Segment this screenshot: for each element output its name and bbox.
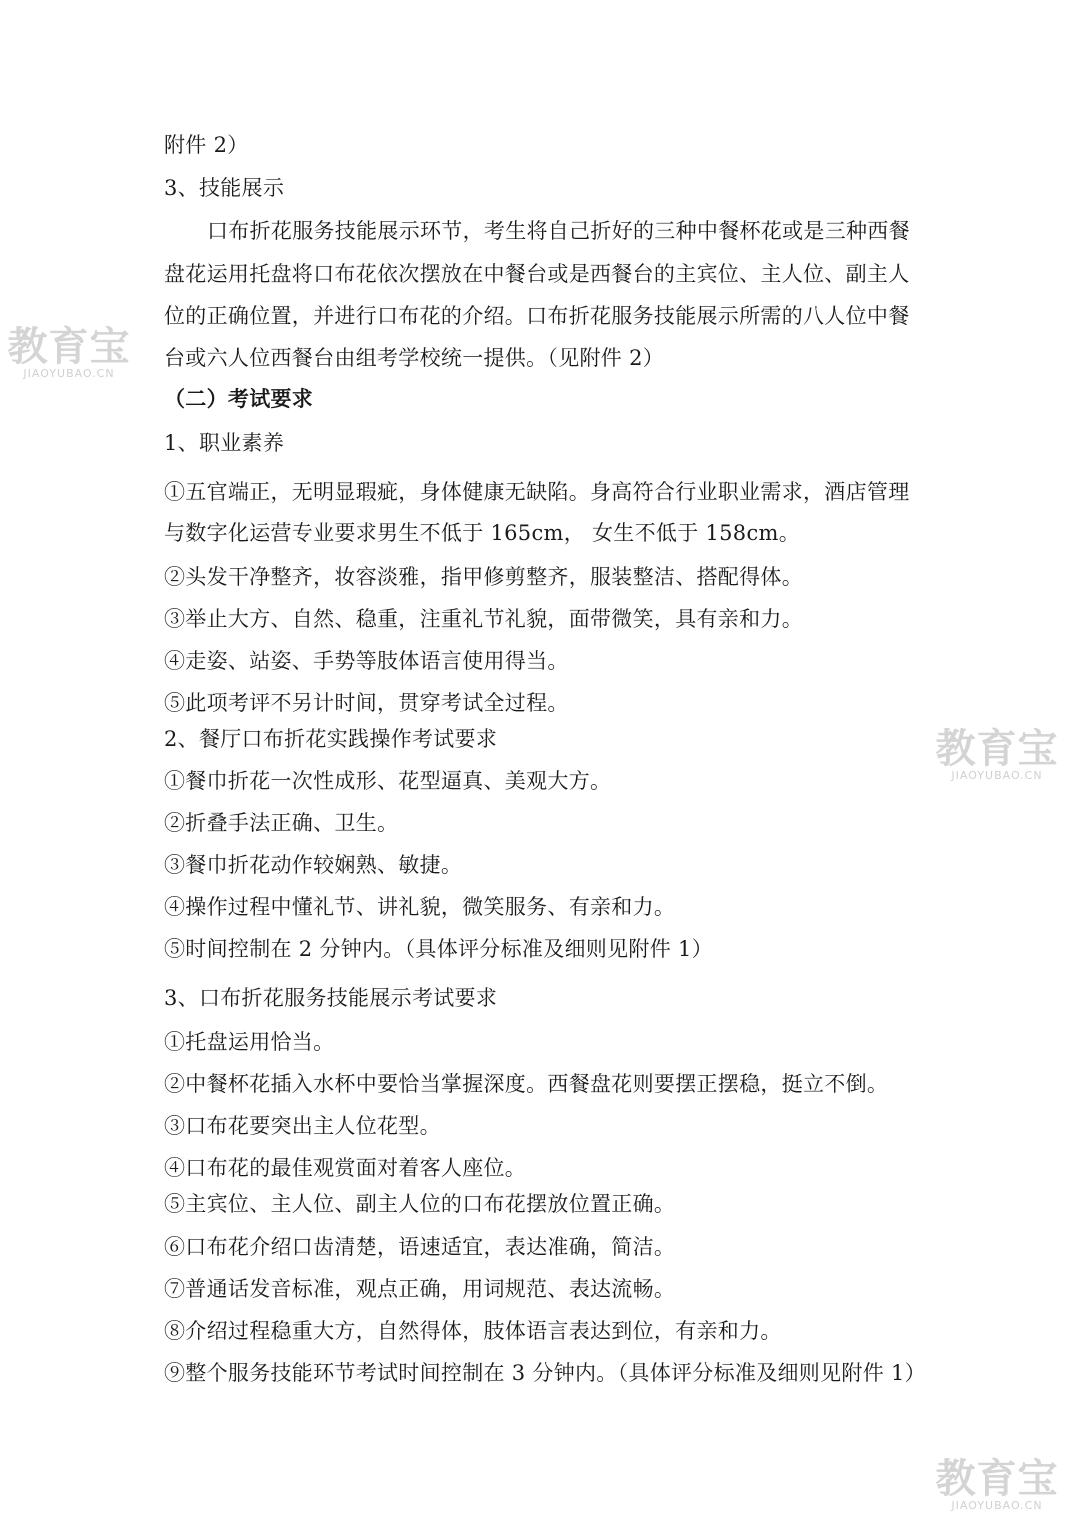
watermark bbox=[6, 326, 132, 380]
section-heading: 3、技能展示 bbox=[164, 176, 285, 200]
text-line: ③餐巾折花动作较娴熟、敏捷。 bbox=[164, 853, 463, 877]
text-line: 口布折花服务技能展示环节，考生将自己折好的三种中餐杯花或是三种西餐 bbox=[207, 219, 910, 243]
text-line: ①五官端正，无明显瑕疵，身体健康无缺陷。身高符合行业职业需求，酒店管理 bbox=[164, 480, 910, 504]
text-line: 附件 2） bbox=[164, 133, 249, 157]
text-line: ⑤时间控制在 2 分钟内。（具体评分标准及细则见附件 1） bbox=[164, 937, 713, 961]
text-line: 台或六人位西餐台由组考学校统一提供。（见附件 2） bbox=[164, 346, 665, 370]
text-line: ⑤此项考评不另计时间，贯穿考试全过程。 bbox=[164, 691, 569, 715]
section-heading: （二）考试要求 bbox=[164, 386, 314, 411]
text-line: 盘花运用托盘将口布花依次摆放在中餐台或是西餐台的主宾位、主人位、副主人 bbox=[164, 262, 910, 286]
text-line: ④操作过程中懂礼节、讲礼貌，微笑服务、有亲和力。 bbox=[164, 895, 676, 919]
text-line: 位的正确位置，并进行口布花的介绍。口布折花服务技能展示所需的八人位中餐 bbox=[164, 304, 910, 328]
section-heading: 3、口布折花服务技能展示考试要求 bbox=[164, 986, 498, 1010]
watermark-url: JIAOYUBAO.CN bbox=[23, 367, 115, 380]
section-heading: 1、职业素养 bbox=[164, 431, 285, 455]
watermark bbox=[934, 728, 1060, 782]
watermark-url: JIAOYUBAO.CN bbox=[951, 1499, 1043, 1512]
text-line: ②头发干净整齐，妆容淡雅，指甲修剪整齐，服装整洁、搭配得体。 bbox=[164, 565, 803, 589]
text-line: ③举止大方、自然、稳重，注重礼节礼貌，面带微笑，具有亲和力。 bbox=[164, 607, 803, 631]
text-line: ③口布花要突出主人位花型。 bbox=[164, 1114, 441, 1138]
text-line: ②折叠手法正确、卫生。 bbox=[164, 811, 399, 835]
text-line: ④走姿、站姿、手势等肢体语言使用得当。 bbox=[164, 649, 569, 673]
text-line: ①餐巾折花一次性成形、花型逼真、美观大方。 bbox=[164, 769, 612, 793]
text-line: ②中餐杯花插入水杯中要恰当掌握深度。西餐盘花则要摆正摆稳，挺立不倒。 bbox=[164, 1072, 889, 1096]
text-line: ⑨整个服务技能环节考试时间控制在 3 分钟内。（具体评分标准及细则见附件 1） bbox=[164, 1361, 926, 1385]
text-line: ⑧介绍过程稳重大方，自然得体，肢体语言表达到位，有亲和力。 bbox=[164, 1319, 782, 1343]
watermark bbox=[934, 1458, 1060, 1512]
text-line: ④口布花的最佳观赏面对着客人座位。 bbox=[164, 1156, 527, 1180]
watermark-logo: 教育宝 bbox=[935, 1456, 1059, 1502]
text-line: ⑥口布花介绍口齿清楚，语速适宜，表达准确，简洁。 bbox=[164, 1235, 676, 1259]
section-heading: 2、餐厅口布折花实践操作考试要求 bbox=[164, 727, 498, 751]
text-line: ⑤主宾位、主人位、副主人位的口布花摆放位置正确。 bbox=[164, 1192, 676, 1216]
text-line: ⑦普通话发音标准，观点正确，用词规范、表达流畅。 bbox=[164, 1277, 676, 1301]
watermark-url: JIAOYUBAO.CN bbox=[951, 769, 1043, 782]
watermark-logo: 教育宝 bbox=[7, 324, 131, 370]
text-line: 与数字化运营专业要求男生不低于 165cm， 女生不低于 158cm。 bbox=[164, 521, 801, 545]
watermark-logo: 教育宝 bbox=[935, 726, 1059, 772]
text-line: ①托盘运用恰当。 bbox=[164, 1030, 335, 1054]
